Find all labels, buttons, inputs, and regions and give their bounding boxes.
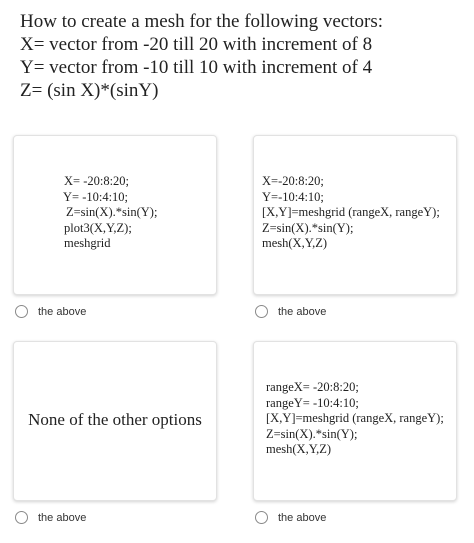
question-line: Y= vector from -10 till 10 with increment of 4 — [20, 57, 373, 78]
option-4-code — [266, 380, 444, 458]
option-4-label: the above — [278, 511, 327, 524]
option-2-label: the above — [278, 305, 327, 318]
code-line: mesh(X,Y,Z) — [266, 442, 332, 456]
code-line: meshgrid — [64, 236, 111, 250]
option-1-label: the above — [38, 305, 87, 318]
option-3-label: the above — [38, 511, 87, 524]
code-line: X= -20:8:20; — [64, 174, 130, 188]
option-2-radio[interactable] — [255, 305, 326, 318]
code-line: plot3(X,Y,Z); — [64, 220, 132, 235]
question-line: X= vector from -20 till 20 with increment of 8 — [20, 34, 373, 55]
option-1-card[interactable] — [13, 135, 217, 295]
code-line: [X,Y]=meshgrid (rangeX, rangeY); — [262, 205, 440, 219]
code-line: X=-20:8:20; — [262, 174, 324, 188]
option-4-radio[interactable] — [255, 511, 326, 524]
option-3-card[interactable] — [13, 341, 217, 501]
radio-button[interactable] — [255, 305, 268, 318]
radio-button[interactable] — [255, 511, 268, 524]
radio-button[interactable] — [15, 511, 28, 524]
option-3-radio[interactable] — [15, 511, 86, 524]
code-line: Y=-10:4:10; — [262, 189, 324, 204]
code-line: Z=sin(X).*sin(Y); — [66, 205, 158, 219]
question-line: Z= (sin X)*(sinY) — [20, 80, 159, 101]
code-line: [X,Y]=meshgrid (rangeX, rangeY); — [266, 411, 444, 425]
option-2-card[interactable] — [253, 135, 457, 295]
option-2-code — [262, 174, 440, 252]
code-line: Z=sin(X).*sin(Y); — [266, 426, 358, 441]
option-4-card[interactable] — [253, 341, 457, 501]
code-line: rangeY= -10:4:10; — [266, 395, 359, 410]
code-line: Y= -10:4:10; — [63, 189, 129, 204]
question-text — [20, 10, 460, 102]
code-line: Z=sin(X).*sin(Y); — [262, 220, 354, 235]
option-3-text: None of the other options — [28, 410, 202, 429]
radio-button[interactable] — [15, 305, 28, 318]
code-line: rangeX= -20:8:20; — [266, 380, 359, 394]
option-1-radio[interactable] — [15, 305, 86, 318]
option-1-code — [64, 174, 157, 252]
question-line: How to create a mesh for the following vectors: — [20, 11, 383, 32]
code-line: mesh(X,Y,Z) — [262, 236, 328, 250]
